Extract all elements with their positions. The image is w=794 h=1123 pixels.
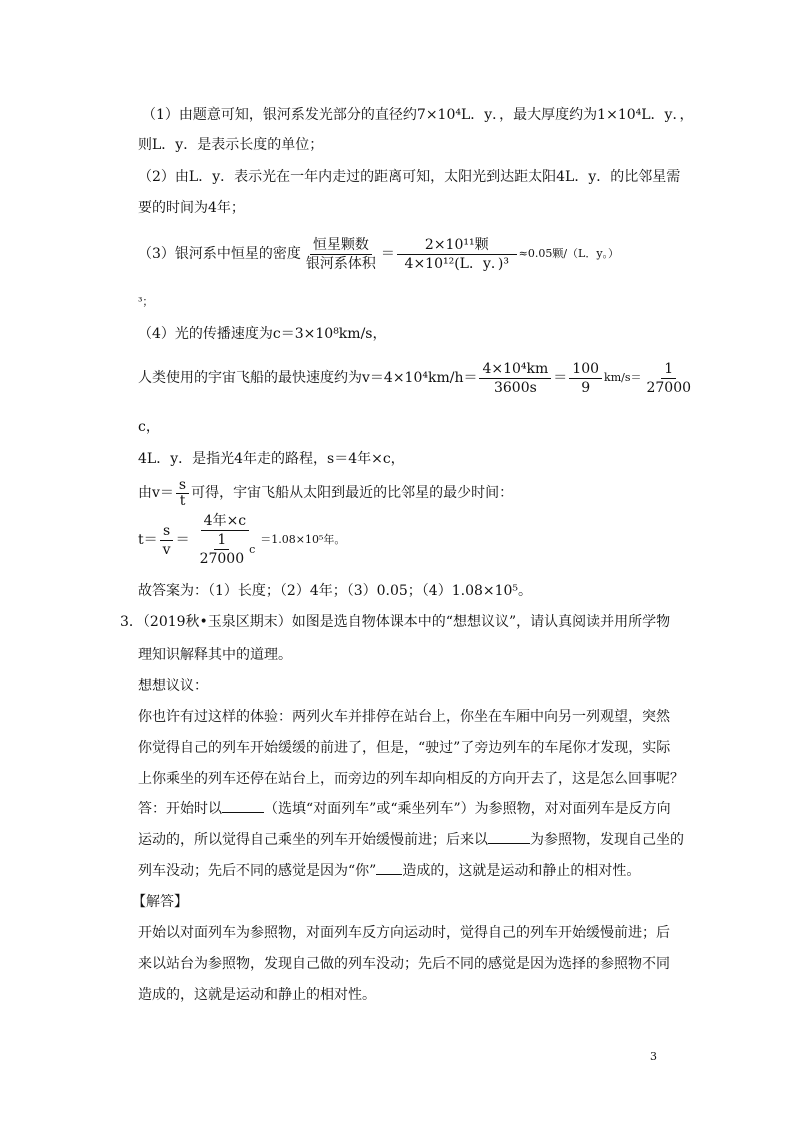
fraction-denominator: 3600s [493,379,537,396]
formula-prefix: （3）银河系中恒星的密度 [138,246,301,262]
fraction-numerator: 1 [661,360,676,379]
fraction-denominator: 4×10¹²(L．y．)³ [404,255,509,272]
formula-prefix: t＝ [138,532,158,548]
text-line: ³； [138,295,154,308]
density-formula [138,232,619,276]
fraction [176,478,189,509]
text-line: 你觉得自己的列车开始缓缓的前进了，但是，“驶过”了旁边列车的车尾你才发现，实际 [138,740,671,756]
answer-line: 故答案为：（1）长度；（2）4年；（3）0.05；（4）1.08×10⁵。 [138,583,533,599]
answer-text: （选填“对面列车”或“乘坐列车”）为参照物，对对面列车是反方向 [264,801,671,817]
time-formula [138,512,345,568]
fraction [479,360,551,397]
speed-formula [138,356,696,400]
text-line: 来以站台为参照物，发现自己做的列车没动；先后不同的感觉是因为选择的参照物不同 [138,956,670,972]
equals-sign: ＝ [175,532,190,548]
velocity-formula [138,473,513,513]
answer-text: 造成的，这就是运动和静止的相对性。 [402,863,641,879]
fraction-denominator: 银河系体积 [305,255,376,272]
text-line: 上你乘坐的列车还停在站台上，而旁边的列车却向相反的方向开去了，这是怎么回事呢？ [138,771,684,787]
formula-result: ＝1.08×10⁵年。 [260,533,346,546]
answer-line [138,831,684,849]
text-line: c， [138,419,160,435]
fraction-denominator: 27000 [199,551,245,567]
fraction-denominator [192,531,259,568]
text-line: 4L．y．是指光4年走的路程，s＝4年×c， [138,451,405,467]
question-subtitle: 想想议议： [138,678,208,694]
fraction-numerator: s [176,478,189,494]
page-number: 3 [650,1050,657,1063]
fraction-numerator: s [160,522,173,541]
fraction-denominator: t [179,492,186,509]
fraction-denominator: 9 [581,379,591,396]
answer-text: 答：开始时以 [138,801,222,817]
text-line: （2）由L．y．表示光在一年内走过的距离可知，太阳光到达距太阳4L．y．的比邻星需 [138,169,681,185]
formula-prefix: 人类使用的宇宙飞船的最快速度约为v＝4×10⁴km/h＝ [138,370,478,386]
answer-text: 为参照物，发现自己坐的 [530,832,684,848]
fraction [197,531,248,568]
equals-sign: ＝ [553,370,568,386]
text-line: 开始以对面列车为参照物，对面列车反方向运动时，觉得自己的列车开始缓慢前进；后 [138,925,670,941]
formula-prefix: 由v＝ [138,485,174,501]
fraction-numerator: 1 [214,531,229,550]
formula-unit: km/s＝ [604,371,642,384]
blank-field[interactable] [222,800,264,813]
question-header: 理知识解释其中的道理。 [138,647,292,663]
text-line: 则L．y．是表示长度的单位； [138,137,324,153]
fraction-numerator: 100 [569,360,602,379]
solution-title: 【解答】 [132,894,188,910]
fraction-denominator: 27000 [646,379,692,396]
fraction [160,522,174,559]
question-header: 3．（2019秋•玉泉区期末）如图是选自物体课本中的“想想议议”，请认真阅读并用所学物 [120,614,671,630]
text-line: 你也许有过这样的体验：两列火车并排停在站台上，你坐在车厢中向另一列观望，突然 [138,709,670,725]
answer-text: 运动的，所以觉得自己乘坐的列车开始缓慢前进；后来以 [138,832,488,848]
text-line: （1）由题意可知，银河系发光部分的直径约7×10⁴L．y．，最大厚度约为1×10⁴L．y．， [142,107,694,123]
fraction-numerator: 4×10⁴km [479,360,551,379]
fraction [569,360,602,397]
text-line: 造成的，这就是运动和静止的相对性。 [138,987,376,1003]
fraction-numerator: 4年×c [201,512,249,531]
blank-field[interactable] [488,831,530,844]
compound-fraction [192,512,259,568]
fraction [303,236,379,273]
formula-suffix: 可得，宇宙飞船从太阳到最近的比邻星的最少时间： [191,485,514,501]
text-line: （4）光的传播速度为c＝3×10⁸km/s， [138,326,387,342]
equals-sign: ＝ [380,246,395,262]
answer-text: 列车没动；先后不同的感觉是因为“你” [138,863,377,879]
fraction [397,236,517,273]
speed-symbol: c [249,542,256,556]
fraction-numerator: 恒星颗数 [310,236,372,255]
formula-result: ≈0.05颗/（L．y。） [518,247,620,260]
fraction [643,360,694,397]
fraction-denominator: v [162,541,171,558]
answer-line [138,800,671,818]
fraction-numerator: 2×10¹¹颗 [397,236,517,255]
blank-field[interactable] [376,862,402,875]
text-line: 要的时间为4年； [138,200,245,216]
answer-line [138,862,640,880]
